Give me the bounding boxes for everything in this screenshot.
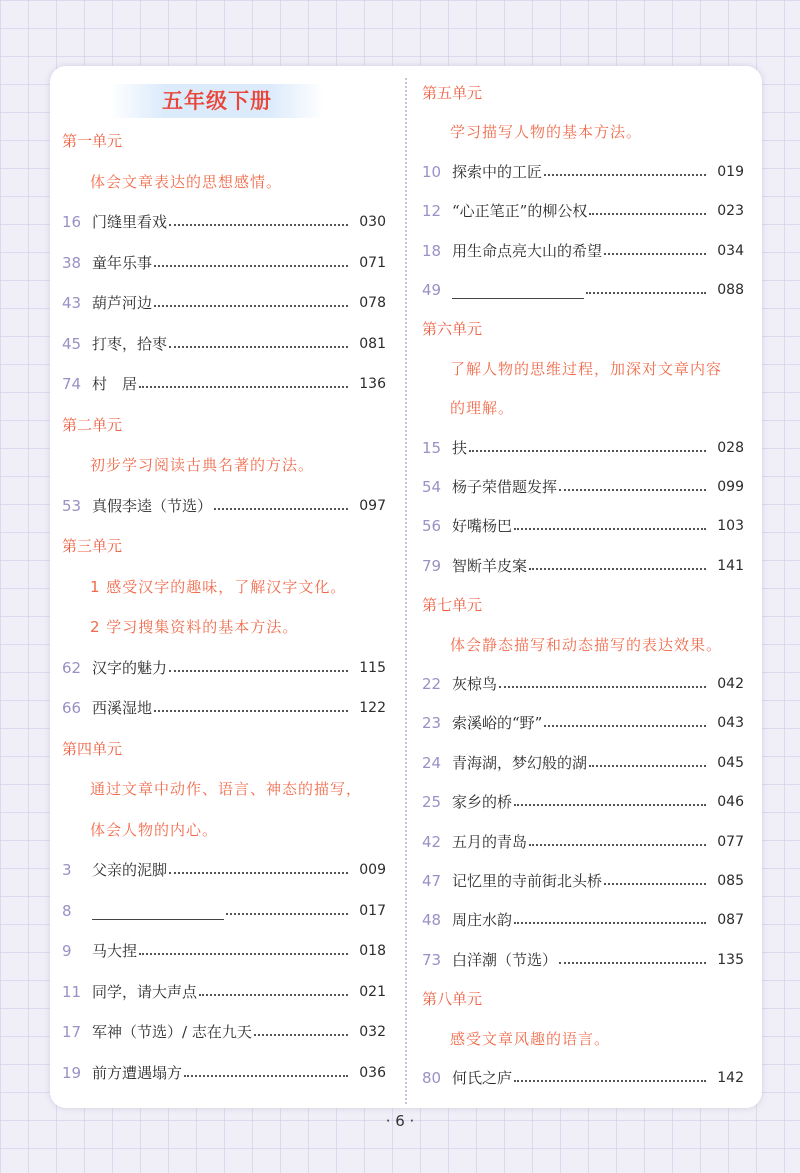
entry-page: 122 [359, 700, 386, 716]
unit-goal: 体会静态描写和动态描写的表达效果。 [450, 635, 723, 654]
dot-leader [544, 174, 706, 176]
entry-page: 088 [717, 282, 744, 298]
entry-title: 何氏之庐 [452, 1069, 513, 1087]
entry-page: 009 [359, 862, 386, 878]
unit-goal: 学习描写人物的基本方法。 [450, 123, 643, 142]
entry-number: 38 [62, 253, 82, 272]
unit-goal: 的理解。 [450, 399, 515, 418]
dot-leader [499, 686, 706, 688]
entry-number: 18 [422, 241, 442, 260]
entry-page: 017 [359, 902, 386, 919]
dot-leader [514, 1080, 706, 1082]
entry-page: 034 [717, 242, 744, 259]
entry-title: 童年乐事 [92, 253, 153, 272]
column-divider [405, 78, 407, 1104]
entry-number: 80 [422, 1069, 442, 1087]
entry-title: 真假李逵（节选） [92, 496, 213, 515]
toc-entry[interactable] [62, 979, 386, 1005]
entry-page: 099 [717, 479, 744, 495]
page-number: · 6 · [385, 1112, 415, 1130]
entry-number: 12 [422, 202, 442, 221]
entry-number: 9 [62, 942, 72, 960]
unit-goal: 2 学习搜集资料的基本方法。 [90, 618, 299, 636]
entry-title: 村 居 [92, 375, 138, 393]
dot-leader [514, 804, 706, 806]
dot-leader [199, 994, 348, 996]
dot-leader [169, 670, 348, 672]
entry-title: 同学，请大声点 [92, 982, 198, 1001]
entry-title: 好嘴杨巴 [452, 517, 513, 536]
entry-title [92, 898, 224, 924]
dot-leader [586, 292, 706, 294]
toc-entry[interactable] [422, 513, 744, 539]
entry-title: 智断羊皮案 [452, 556, 528, 575]
unit-heading: 第八单元 [422, 990, 483, 1009]
entry-title: 青海湖，梦幻般的湖 [452, 753, 588, 772]
dot-leader [559, 962, 706, 964]
toc-entry[interactable] [422, 1065, 744, 1091]
toc-entry[interactable] [422, 671, 744, 697]
entry-title: 用生命点亮大山的希望 [452, 241, 603, 260]
entry-title: 马大捏 [92, 942, 138, 960]
toc-entry[interactable] [62, 655, 386, 681]
unit-heading: 第二单元 [62, 415, 123, 434]
unit-goal: 体会文章表达的思想感情。 [90, 172, 283, 191]
toc-entry[interactable] [62, 209, 386, 235]
toc-entry[interactable] [422, 789, 744, 815]
entry-page: 135 [717, 951, 744, 968]
toc-entry[interactable] [422, 868, 744, 894]
entry-page: 103 [717, 518, 744, 535]
entry-title: 周庄水韵 [452, 911, 513, 930]
entry-title: 父亲的泥脚 [92, 861, 168, 879]
entry-page: 032 [359, 1024, 386, 1040]
entry-title [452, 277, 584, 303]
dot-leader [514, 528, 706, 530]
dot-leader [154, 710, 348, 712]
dot-leader [469, 450, 706, 452]
toc-entry[interactable] [422, 159, 744, 185]
unit-heading: 第五单元 [422, 84, 483, 102]
dot-leader [184, 1075, 348, 1077]
entry-number: 25 [422, 793, 442, 812]
toc-entry[interactable] [62, 1019, 386, 1045]
unit-goal: 初步学习阅读古典名著的方法。 [90, 456, 315, 474]
unit-goal: 通过文章中动作、语言、神态的描写， [90, 780, 363, 798]
entry-page: 028 [717, 439, 744, 456]
toc-entry[interactable] [422, 710, 744, 736]
entry-number: 48 [422, 911, 442, 930]
fill-in-blank [452, 284, 584, 299]
entry-number: 79 [422, 556, 442, 575]
dot-leader [169, 346, 348, 348]
dot-leader [139, 953, 348, 955]
dot-leader [529, 844, 706, 846]
toc-entry[interactable] [422, 750, 744, 776]
toc-entry[interactable] [62, 857, 386, 883]
dot-leader [589, 765, 706, 767]
entry-page: 046 [717, 794, 744, 811]
entry-number: 62 [62, 658, 82, 677]
entry-number: 22 [422, 675, 442, 693]
dot-leader [254, 1034, 348, 1036]
dot-leader [214, 508, 348, 510]
fill-in-blank [92, 905, 224, 920]
entry-page: 097 [359, 497, 386, 514]
toc-entry[interactable] [422, 553, 744, 579]
entry-number: 74 [62, 375, 82, 393]
toc-entry[interactable] [62, 898, 386, 924]
entry-number: 24 [422, 753, 442, 772]
toc-entry[interactable] [422, 198, 744, 224]
unit-heading: 第四单元 [62, 739, 123, 758]
entry-page: 030 [359, 214, 386, 230]
unit-heading: 第三单元 [62, 537, 123, 555]
dot-leader [169, 224, 348, 226]
toc-entry[interactable] [422, 435, 744, 461]
toc-entry[interactable] [422, 907, 744, 933]
entry-title: 打枣，拾枣 [92, 334, 168, 353]
entry-number: 15 [422, 438, 442, 457]
entry-title: 白洋潮（节选） [452, 950, 558, 969]
toc-entry[interactable] [62, 493, 386, 519]
toc-entry[interactable] [422, 238, 744, 264]
unit-goal: 感受文章风趣的语言。 [450, 1029, 611, 1048]
dot-leader [139, 386, 348, 388]
entry-title: 扶 [452, 438, 468, 457]
entry-page: 087 [717, 912, 744, 929]
entry-number: 23 [422, 714, 442, 733]
entry-page: 115 [359, 659, 386, 676]
entry-page: 019 [717, 163, 744, 180]
entry-title: 探索中的工匠 [452, 162, 543, 181]
entry-number: 19 [62, 1063, 82, 1082]
entry-page: 081 [359, 335, 386, 352]
entry-title: 杨子荣借题发挥 [452, 478, 558, 496]
entry-number: 49 [422, 281, 442, 299]
dot-leader [604, 253, 706, 255]
entry-number: 16 [62, 213, 82, 231]
entry-page: 141 [717, 557, 744, 574]
unit-goal: 1 感受汉字的趣味，了解汉字文化。 [90, 577, 347, 596]
dot-leader [226, 913, 348, 915]
entry-page: 077 [717, 833, 744, 850]
entry-page: 136 [359, 376, 386, 392]
entry-title: 前方遭遇塌方 [92, 1063, 183, 1082]
entry-page: 045 [717, 754, 744, 771]
unit-heading: 第六单元 [422, 320, 483, 339]
toc-entry[interactable] [422, 947, 744, 973]
entry-title: 汉字的魅力 [92, 658, 168, 677]
entry-page: 018 [359, 943, 386, 959]
unit-goal: 体会人物的内心。 [90, 820, 219, 839]
entry-page: 021 [359, 983, 386, 1000]
toc-entry[interactable] [62, 695, 386, 721]
entry-number: 56 [422, 517, 442, 536]
dot-leader [604, 883, 706, 885]
entry-number: 66 [62, 699, 82, 717]
dot-leader [154, 265, 348, 267]
entry-page: 036 [359, 1064, 386, 1081]
dot-leader [169, 872, 348, 874]
toc-entry[interactable] [62, 250, 386, 276]
entry-title: 葫芦河边 [92, 294, 153, 312]
entry-number: 11 [62, 982, 82, 1001]
dot-leader [529, 568, 706, 570]
toc-entry[interactable] [62, 290, 386, 316]
grade-title: 五年级下册 [110, 84, 324, 118]
entry-title: 索溪峪的“野” [452, 714, 543, 733]
entry-number: 43 [62, 294, 82, 312]
entry-number: 8 [62, 901, 72, 920]
entry-number: 42 [422, 832, 442, 851]
entry-title: 五月的青岛 [452, 832, 528, 851]
unit-goal: 了解人物的思维过程，加深对文章内容 [450, 359, 723, 378]
unit-heading: 第一单元 [62, 132, 123, 150]
entry-number: 45 [62, 334, 82, 353]
entry-title: 灰椋鸟 [452, 675, 498, 693]
entry-title: “心正笔正”的柳公权 [452, 202, 588, 221]
toc-entry[interactable] [62, 331, 386, 357]
toc-entry[interactable] [422, 277, 744, 303]
toc-entry[interactable] [422, 474, 744, 500]
entry-title: 记忆里的寺前街北头桥 [452, 872, 603, 890]
entry-page: 043 [717, 715, 744, 732]
dot-leader [559, 489, 706, 491]
entry-number: 47 [422, 872, 442, 890]
entry-number: 54 [422, 478, 442, 496]
toc-entry[interactable] [62, 938, 386, 964]
entry-title: 军神（节选）/ 志在九天 [92, 1023, 252, 1041]
entry-page: 071 [359, 254, 386, 271]
unit-heading: 第七单元 [422, 596, 483, 615]
dot-leader [514, 922, 706, 924]
entry-page: 085 [717, 873, 744, 889]
entry-page: 142 [717, 1070, 744, 1086]
entry-title: 家乡的桥 [452, 793, 513, 812]
toc-entry[interactable] [422, 829, 744, 855]
entry-page: 042 [717, 676, 744, 692]
dot-leader [544, 725, 706, 727]
entry-number: 3 [62, 861, 72, 879]
entry-number: 10 [422, 162, 442, 181]
toc-entry[interactable] [62, 1060, 386, 1086]
entry-page: 023 [717, 203, 744, 220]
entry-title: 门缝里看戏 [92, 213, 168, 231]
entry-number: 17 [62, 1023, 82, 1041]
entry-page: 078 [359, 295, 386, 311]
dot-leader [589, 213, 706, 215]
entry-number: 73 [422, 950, 442, 969]
entry-number: 53 [62, 496, 82, 515]
dot-leader [154, 305, 348, 307]
entry-title: 西溪湿地 [92, 699, 153, 717]
toc-entry[interactable] [62, 371, 386, 397]
